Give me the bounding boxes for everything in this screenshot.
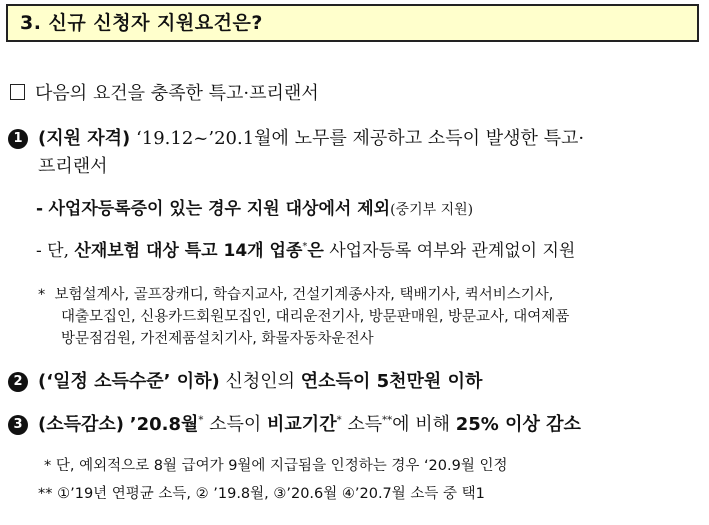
intro-line xyxy=(10,79,319,105)
item-3-threshold: 25% 이상 감소 xyxy=(455,414,581,435)
number-3-icon: 3 xyxy=(8,415,28,435)
item-1-exclusion xyxy=(36,194,473,219)
item-3 xyxy=(8,410,581,436)
item-2-text: 신청인의 xyxy=(225,371,296,392)
number-2-icon: 2 xyxy=(8,372,28,392)
item-3-label: (소득감소) xyxy=(38,414,125,435)
footnote-1: * 단, 예외적으로 8월 급여가 9월에 지급됨을 인정하는 경우 ‘20.9월 인정 xyxy=(44,458,508,474)
item-2 xyxy=(8,367,482,393)
exclusion-dash: - xyxy=(36,199,44,219)
exclusion-text: 사업자등록증이 있는 경우 지원 대상에서 제외 xyxy=(48,199,391,219)
item-1-label: (지원 자격) xyxy=(38,128,131,149)
exception-bold-end: 은 xyxy=(307,241,324,261)
item-2-bold: 연소득이 5천만원 이하 xyxy=(300,371,483,392)
exception-rest: 사업자등록 여부와 관계없이 지원 xyxy=(329,241,576,261)
jobs-line-1 xyxy=(38,283,553,304)
jobs-line-3: 방문점검원, 가전제품설치기사, 화물자동차운전사 xyxy=(61,331,374,347)
item-1-continuation: 프리랜서 xyxy=(38,156,108,177)
jobs-star: * xyxy=(38,287,46,303)
jobs-line-2: 대출모집인, 신용카드회원모집인, 대리운전기사, 방문판매원, 방문교사, 대여제품 xyxy=(61,309,570,325)
footnote-2: ** ①’19년 연평균 소득, ② ’19.8월, ③’20.6월 ④’20.7월 소득 중 택1 xyxy=(38,486,485,502)
jobs-line-1-text: 보험설계사, 골프장캐디, 학습지교사, 건설기계종사자, 택배기사, 퀵서비스기사, xyxy=(54,287,554,303)
item-3-star-1: * xyxy=(198,415,204,426)
item-1-text: ‘19.12~’20.1월에 노무를 제공하고 소득이 발생한 특고· xyxy=(136,128,585,149)
exclusion-note: (중기부 지원) xyxy=(390,202,474,218)
checkbox-square-icon xyxy=(10,84,25,100)
exception-prefix: - 단, xyxy=(36,241,69,261)
item-3-text-1: 소득이 xyxy=(209,414,262,435)
number-1-icon: 1 xyxy=(8,129,28,149)
item-3-month: ’20.8월 xyxy=(129,414,199,435)
exception-bold: 산재보험 대상 특고 14개 업종 xyxy=(74,241,303,261)
item-3-star-3: ** xyxy=(382,415,393,426)
item-3-star-2: * xyxy=(336,415,342,426)
item-1 xyxy=(8,124,584,150)
item-3-comparison-period: 비교기간 xyxy=(267,414,337,435)
section-title: 3. 신규 신청자 지원요건은? xyxy=(6,4,699,42)
intro-text: 다음의 요건을 충족한 특고·프리랜서 xyxy=(35,83,319,104)
item-3-text-3: 에 비해 xyxy=(392,414,450,435)
item-1-exception xyxy=(36,236,575,261)
item-3-text-2: 소득 xyxy=(347,414,383,435)
item-2-label: (‘일정 소득수준’ 이하) xyxy=(38,371,220,392)
exception-star: * xyxy=(302,241,308,252)
